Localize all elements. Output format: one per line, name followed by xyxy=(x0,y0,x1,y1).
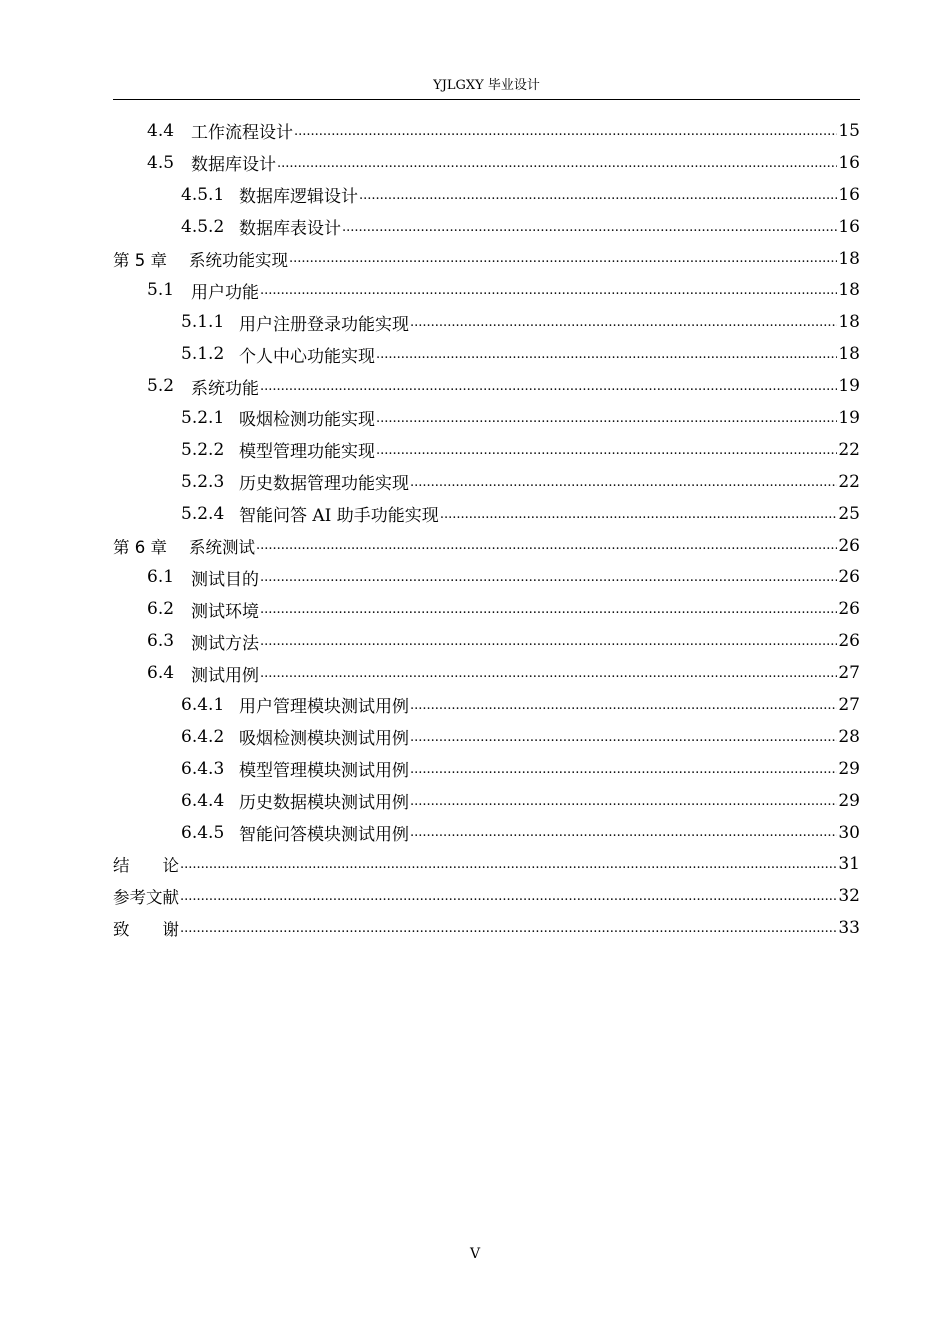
toc-entry-number: 5.1 xyxy=(147,280,175,301)
toc-entry-number: 5.1.2 xyxy=(181,344,225,365)
toc-entry-number: 6.4.3 xyxy=(181,758,225,779)
toc-entry-title: 系统功能 xyxy=(191,378,259,399)
toc-entry-number: 第 6 章 xyxy=(113,537,167,557)
toc-entry-page: 29 xyxy=(838,790,860,811)
toc-entry-number: 第 5 章 xyxy=(113,250,167,270)
toc-entry-title: 个人中心功能实现 xyxy=(239,346,375,367)
toc-dot-leader xyxy=(180,912,837,944)
toc-entry-page: 22 xyxy=(838,471,860,492)
toc-entry[interactable] xyxy=(113,530,860,562)
toc-entry[interactable] xyxy=(113,912,860,944)
toc-entry-title: 数据库设计 xyxy=(191,155,276,176)
toc-entry-title: 结 论 xyxy=(113,856,179,876)
toc-entry-title: 数据库逻辑设计 xyxy=(239,187,358,208)
toc-entry-number: 4.5 xyxy=(147,152,175,173)
toc-dot-leader xyxy=(410,721,837,753)
page-number: V xyxy=(469,1246,481,1262)
toc-entry[interactable] xyxy=(113,115,860,147)
toc-entry-title: 用户注册登录功能实现 xyxy=(239,314,409,335)
page-footer xyxy=(0,1246,950,1262)
toc-entry-title: 模型管理功能实现 xyxy=(239,442,375,463)
toc-entry-number: 6.4.2 xyxy=(181,726,225,747)
toc-entry-page: 32 xyxy=(838,886,860,907)
toc-dot-leader xyxy=(410,817,837,849)
toc-entry-title: 历史数据模块测试用例 xyxy=(239,793,409,814)
toc-entry-title: 测试环境 xyxy=(191,601,259,622)
toc-entry-number: 6.4.1 xyxy=(181,694,225,715)
toc-entry-number: 5.2.2 xyxy=(181,439,225,460)
toc-entry-page: 18 xyxy=(838,280,860,301)
toc-entry-page: 26 xyxy=(838,567,860,588)
toc-dot-leader xyxy=(410,306,837,338)
toc-dot-leader xyxy=(256,530,837,562)
toc-entry-page: 26 xyxy=(838,535,860,556)
toc-dot-leader xyxy=(410,466,837,498)
toc-entry-title: 数据库表设计 xyxy=(239,219,341,240)
toc-entry-title: 用户功能 xyxy=(191,282,259,303)
toc-dot-leader xyxy=(410,689,837,721)
toc-entry-number: 5.1.1 xyxy=(181,312,225,333)
toc-dot-leader xyxy=(440,498,838,530)
toc-entry[interactable] xyxy=(113,721,860,753)
toc-entry-number: 6.4 xyxy=(147,663,175,684)
toc-dot-leader xyxy=(260,625,837,657)
toc-entry-page: 27 xyxy=(838,694,860,715)
toc-entry-number: 6.4.4 xyxy=(181,790,225,811)
toc-entry[interactable] xyxy=(113,880,860,912)
toc-entry[interactable] xyxy=(113,370,860,402)
toc-entry[interactable] xyxy=(113,561,860,593)
toc-entry[interactable] xyxy=(113,211,860,243)
toc-dot-leader xyxy=(260,593,837,625)
toc-entry[interactable] xyxy=(113,179,860,211)
toc-entry-title: 测试方法 xyxy=(191,633,259,654)
toc-entry-title: 测试用例 xyxy=(191,665,259,686)
toc-entry-number: 6.3 xyxy=(147,631,175,652)
toc-dot-leader xyxy=(180,880,837,912)
toc-entry-page: 26 xyxy=(838,599,860,620)
toc-dot-leader xyxy=(376,434,837,466)
toc-entry-number: 6.4.5 xyxy=(181,822,225,843)
toc-entry-title: 工作流程设计 xyxy=(191,123,293,144)
toc-entry[interactable] xyxy=(113,498,860,530)
toc-entry-page: 16 xyxy=(838,216,860,237)
toc-entry[interactable] xyxy=(113,625,860,657)
toc-entry-number: 6.1 xyxy=(147,567,175,588)
toc-entry[interactable] xyxy=(113,657,860,689)
toc-entry-title: 历史数据管理功能实现 xyxy=(239,474,409,495)
toc-entry-page: 18 xyxy=(838,248,860,269)
toc-dot-leader xyxy=(289,243,837,275)
toc-entry-page: 31 xyxy=(838,854,860,875)
toc-entry[interactable] xyxy=(113,274,860,306)
toc-entry-number: 6.2 xyxy=(147,599,175,620)
toc-entry[interactable] xyxy=(113,689,860,721)
toc-entry-title: 吸烟检测模块测试用例 xyxy=(239,729,409,750)
table-of-contents xyxy=(113,115,860,944)
toc-dot-leader xyxy=(376,338,837,370)
toc-entry[interactable] xyxy=(113,434,860,466)
toc-entry-number: 5.2.1 xyxy=(181,407,225,428)
toc-entry[interactable] xyxy=(113,402,860,434)
toc-entry-title: 系统测试 xyxy=(189,537,255,557)
toc-entry-title: 致 谢 xyxy=(113,920,179,940)
toc-entry[interactable] xyxy=(113,593,860,625)
toc-dot-leader xyxy=(260,274,837,306)
toc-entry[interactable] xyxy=(113,848,860,880)
toc-entry[interactable] xyxy=(113,466,860,498)
toc-entry-page: 29 xyxy=(838,758,860,779)
toc-dot-leader xyxy=(294,115,837,147)
toc-entry-page: 33 xyxy=(838,918,860,939)
toc-entry-page: 16 xyxy=(838,184,860,205)
toc-entry[interactable] xyxy=(113,243,860,275)
toc-dot-leader xyxy=(277,147,837,179)
toc-entry-title: 用户管理模块测试用例 xyxy=(239,697,409,718)
header-text: YJLGXY 毕业设计 xyxy=(433,78,540,93)
toc-dot-leader xyxy=(359,179,837,211)
toc-entry-page: 26 xyxy=(838,631,860,652)
toc-entry[interactable] xyxy=(113,338,860,370)
toc-dot-leader xyxy=(180,848,837,880)
toc-entry-page: 22 xyxy=(838,439,860,460)
toc-entry-title: 参考文献 xyxy=(113,888,179,908)
toc-dot-leader xyxy=(260,657,837,689)
toc-entry-title: 智能问答 AI 助手功能实现 xyxy=(239,506,439,527)
toc-entry-number: 4.4 xyxy=(147,120,175,141)
toc-entry-page: 19 xyxy=(838,407,860,428)
toc-entry[interactable] xyxy=(113,817,860,849)
toc-entry[interactable] xyxy=(113,785,860,817)
toc-entry[interactable] xyxy=(113,147,860,179)
toc-entry-number: 5.2.4 xyxy=(181,503,225,524)
toc-entry[interactable] xyxy=(113,753,860,785)
toc-entry-number: 5.2.3 xyxy=(181,471,225,492)
toc-entry-page: 16 xyxy=(838,152,860,173)
toc-entry-title: 模型管理模块测试用例 xyxy=(239,761,409,782)
toc-entry-page: 25 xyxy=(838,503,860,524)
toc-dot-leader xyxy=(342,211,837,243)
toc-entry-title: 吸烟检测功能实现 xyxy=(239,410,375,431)
toc-entry-number: 4.5.2 xyxy=(181,216,225,237)
toc-entry[interactable] xyxy=(113,306,860,338)
toc-entry-page: 19 xyxy=(838,376,860,397)
toc-entry-title: 测试目的 xyxy=(191,569,259,590)
toc-entry-page: 18 xyxy=(838,344,860,365)
toc-dot-leader xyxy=(410,785,837,817)
toc-entry-title: 智能问答模块测试用例 xyxy=(239,825,409,846)
page-header xyxy=(113,76,860,100)
toc-entry-page: 30 xyxy=(838,822,860,843)
toc-dot-leader xyxy=(410,753,837,785)
toc-entry-number: 5.2 xyxy=(147,376,175,397)
toc-entry-page: 15 xyxy=(838,120,860,141)
toc-entry-title: 系统功能实现 xyxy=(189,250,288,270)
toc-dot-leader xyxy=(260,561,837,593)
toc-dot-leader xyxy=(376,402,837,434)
toc-entry-page: 28 xyxy=(838,726,860,747)
toc-entry-number: 4.5.1 xyxy=(181,184,225,205)
toc-entry-page: 27 xyxy=(838,663,860,684)
toc-entry-page: 18 xyxy=(838,312,860,333)
toc-dot-leader xyxy=(260,370,837,402)
